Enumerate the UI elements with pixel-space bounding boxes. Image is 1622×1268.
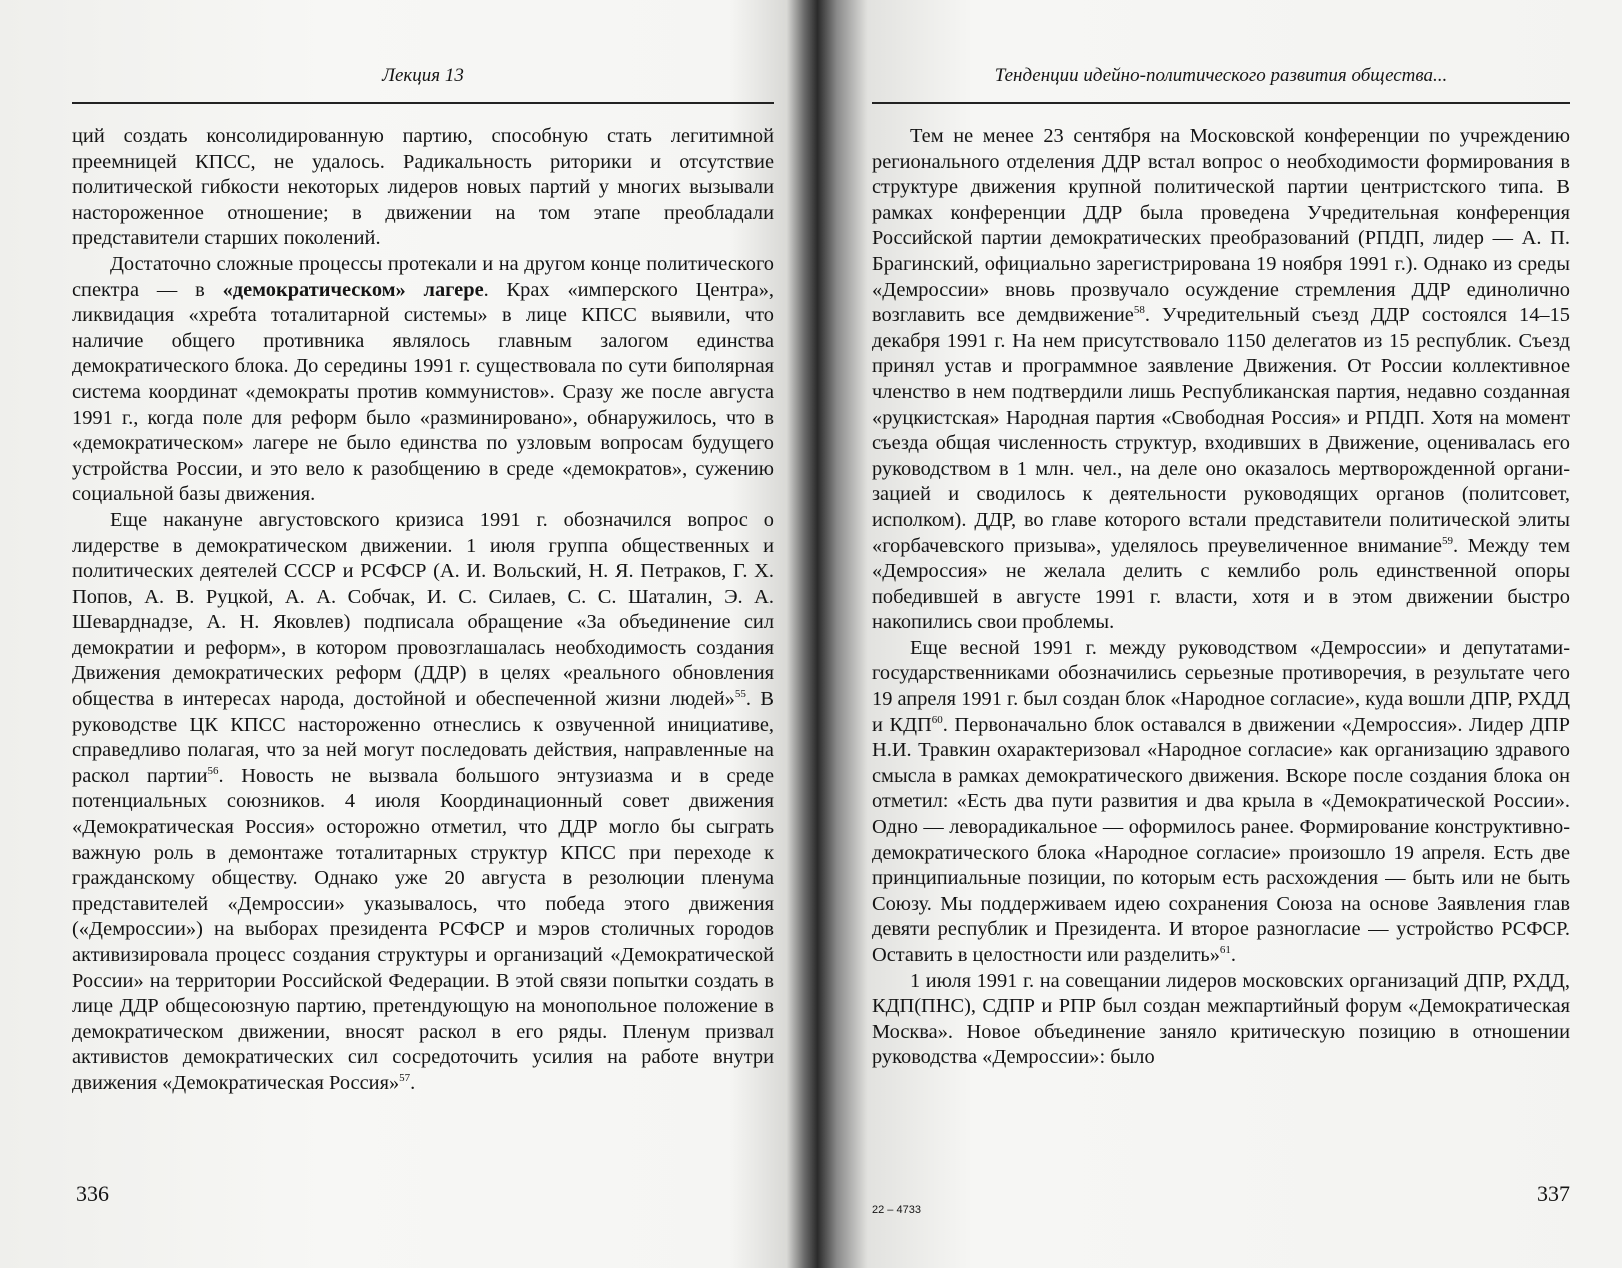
text-run: ций создать консолидированную партию, способную стать легитимной преемницей КПСС, не удалось. Радикальность риторики и отсутствие политической гибкости некоторых лидеров новых партий у многих вызывали настороженное отношение; в движении на том этапе преобладали представители старших поколений. (72, 125, 774, 250)
text-run: . (1230, 944, 1237, 966)
footnote-ref: 60 (931, 713, 943, 726)
text-run: . Между тем «Демроссия» не желала делить с кемлибо роль единственной опоры победившей в августе 1991 г. власти, хотя и в этом движении быстро накопились свои проблемы. (872, 534, 1570, 634)
text-run: . Первоначально блок оставался в движении «Демроссия». Лидер ДПР Н.И. Травкин охарактеризовал «Народное согласие» как организацию здравого смысла в рамках демократического движения. Вскоре после создания блока он отметил: «Есть два пути развития и два крыла в «Демократической России». Одно — леворадикальное — оформилось ранее. Формирование конструктивно-демократического блока «Народное согласие» произошло 19 апреля. Есть две принципиальные позиции, по которым есть расхождения — быть или не быть Союзу. Мы поддерживаем идею сохранения Союза на основе Заявления глав девяти республик и Президента. И второе разногласие — устройство РСФСР. Оставить в целостности или разделить» (872, 713, 1570, 966)
text-run: . В руководстве ЦК КПСС настороженно отнеслись к озвученной инициативе, справедливо полагая, что за ней могут последовать действия, направленные на раскол партии (72, 688, 774, 787)
text-run: . Крах «имперского Центра», ликвидация «хребта тоталитарной системы» в лице КПСС выявили, что наличие общего противника являлось главным залогом единства демократического блока. До середины 1991 г. существовала по сути биполярная система координат «демократы против коммунистов». Сразу же после августа 1991 г., когда поле для реформ было «разминировано», обнаружилось, что в «демократическом» лагере не было единства по узловым вопросам будущего устройства России, и это вело к разобщению в среде «демократов», сужению социальной базы движения. (72, 278, 775, 506)
paragraph (72, 252, 774, 508)
text-run: Еще весной 1991 г. между руководством «Демроссии» и депутатами-государственниками обозначились серьезные противоречия, в результате чего 19 апреля 1991 г. был создан блок «Народное согласие», куда вошли ДПР, РХДД и КДП (872, 636, 1570, 736)
header-rule (872, 102, 1570, 104)
paragraph (72, 124, 774, 252)
paragraph (872, 636, 1570, 969)
paragraph (872, 969, 1570, 1071)
text-run: Еще накануне августовского кризиса 1991 г. обозначился вопрос о лидерстве в демократическом движении. 1 июля группа общественных и политических деятелей СССР и РСФСР (А. И. Вольский, Н. Я. Петраков, Г. Х. Попов, А. В. Руцкой, А. А. Собчак, И. С. Силаев, С. С. Шаталин, Э. А. Шеварднадзе, А. Н. Яковлев) подписала обращение «За объединение сил демократии и реформ», в котором провозглашалась необходимость создания Движения демократических реформ (ДДР) в целях «реального обновления общества в интересах народа, достойной и обеспеченной жизни людей» (72, 508, 774, 711)
page-body (872, 124, 1570, 1071)
paragraph (72, 508, 774, 1097)
running-head: Тенденции идейно-политического развития общества... (994, 65, 1448, 86)
text-run: 1 июля 1991 г. на совещании лидеров московских организаций ДПР, РХДД, КДП(ПНС), СДПР и РПР был создан межпартийный форум «Демократическая Москва». Новое объединение заняло критическую позицию в отношении руководства «Демроссии»: было (872, 969, 1570, 1069)
page-number: 336 (76, 1181, 109, 1206)
text-run: Тем не менее 23 сентября на Московской конференции по учреждению регионального отделения ДДР встал вопрос о необходимости формирования в структуре движения крупной политической партии центристского типа. В рамках конференции ДДР была проведена Учредительная конференция Российской партии демократических преобразований (РПДП, лидер — А. П. Брагинский, официально зарегистрирована 19 ноября 1991 г.). Однако из среды «Демроссии» вновь прозвучало осуждение стремления ДДР единолично возглавить все демдвижение (872, 125, 1570, 327)
page-number: 337 (1537, 1181, 1570, 1206)
footnote-ref: 55 (734, 688, 746, 701)
left-page (72, 0, 774, 1268)
right-page (872, 0, 1570, 1268)
text-run: Достаточно сложные процессы протекали и на другом конце политического спектра — в (72, 252, 774, 301)
paragraph (872, 124, 1570, 636)
bold-term: «демократическом» лагере (222, 278, 484, 301)
footnote-ref: 56 (207, 765, 219, 778)
printer-signature-mark: 22 – 4733 (872, 1204, 921, 1216)
header-rule (72, 102, 774, 104)
footnote-ref: 58 (1133, 304, 1145, 317)
footnote-ref: 61 (1219, 944, 1231, 957)
text-run: . Новость не вызвала большого энтузиазма и в среде потенциальных союзников. 4 июля Координационный совет движения «Демократическая Россия» осторожно отметил, что ДДР могло бы сыграть важную роль в демонтаже тоталитарных структур КПСС при переходе к гражданскому обществу. Однако уже 20 августа в резолюции пленума представителей «Демроссии» указывалось, что победа этого движения («Демроссии») на выборах президента РСФСР и мэров столичных городов активизировала процесс создания структуры и организаций «Демократической России» на территории Российской Федерации. В этой связи попытки создать в лице ДДР общесоюзную партию, претендующую на монопольное положение в демократическом движении, вносят раскол в его ряды. Пленум призвал активистов демократических сил сосредоточить усилия на работе внутри движения «Демократическая Россия» (72, 764, 774, 1094)
running-head: Лекция 13 (382, 65, 464, 86)
page-body (72, 124, 774, 1097)
footnote-ref: 59 (1441, 534, 1453, 547)
footnote-ref: 57 (399, 1072, 411, 1085)
text-run: . Учредительный съезд ДДР состоялся 14–15 декабря 1991 г. На нем присутствовало 1150 делегатов из 15 республик. Съезд принял устав и программное заявление Движения. От России коллективное членство в нем подтвердили лишь Республиканская партия, недавно созданная «руцкистская» Народная партия «Свободная Россия» и РПДП. Хотя на момент съезда общая численность структур, входивших в Движение, оценивалась его руководством в 1 млн. чел., на деле оно оказалось мертворожденной организацией и сводилось к деятельности руководящих органов (политсовет, исполком). ДДР, во главе которого встали представители политической элиты «горбачевского призыва», уделялось преувеличенное внимание (872, 304, 1570, 557)
text-run: . (410, 1071, 416, 1094)
